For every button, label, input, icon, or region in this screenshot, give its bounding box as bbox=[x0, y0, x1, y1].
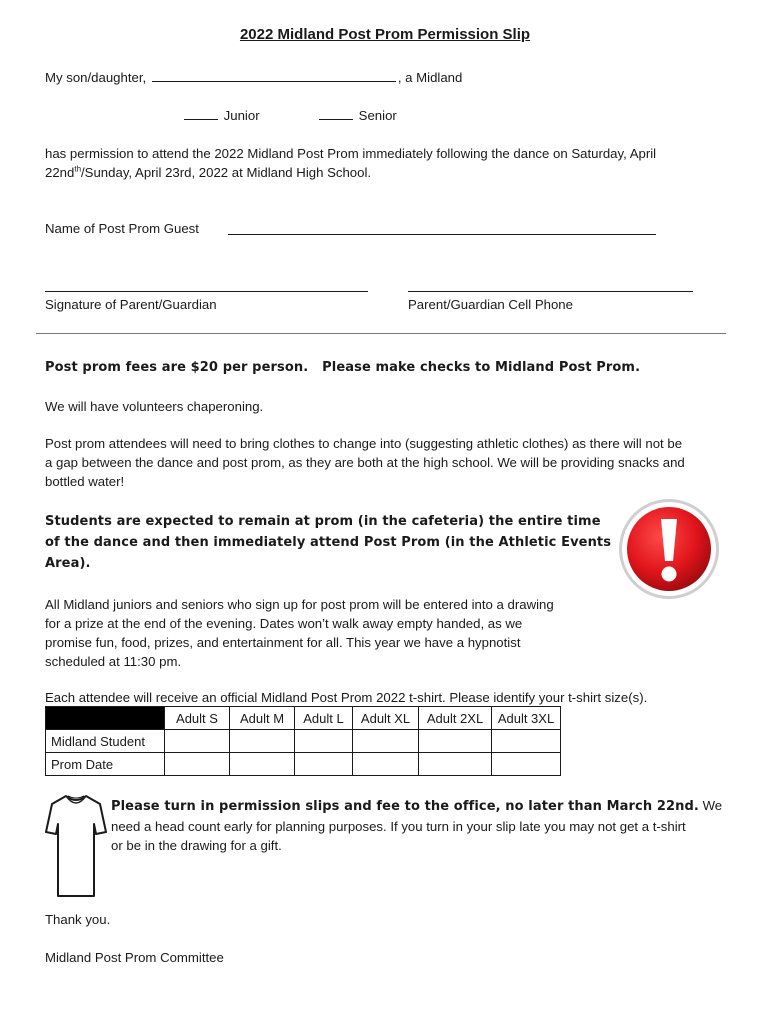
blank-header-cell bbox=[46, 707, 165, 730]
junior-check-field[interactable] bbox=[184, 107, 218, 120]
row-label: Midland Student bbox=[46, 730, 165, 753]
size-header: Adult S bbox=[165, 707, 230, 730]
cell-phone-field[interactable] bbox=[408, 291, 693, 292]
guest-label: Name of Post Prom Guest bbox=[45, 221, 199, 236]
junior-label: Junior bbox=[223, 108, 260, 123]
clothes-line: Post prom attendees will need to bring clothes to change into (suggesting athletic clothes) as there will not be bbox=[45, 436, 683, 451]
drawing-paragraph bbox=[45, 595, 554, 671]
permission-text bbox=[45, 144, 656, 182]
drawing-line: promise fun, food, prizes, and entertainment for all. This year we have a hypnotist bbox=[45, 635, 521, 650]
son-daughter-label: My son/daughter, bbox=[45, 70, 147, 85]
date-22nd: 22nd bbox=[45, 165, 75, 180]
son-daughter-line bbox=[45, 68, 462, 87]
row-label: Prom Date bbox=[46, 753, 165, 776]
size-cell[interactable] bbox=[230, 753, 295, 776]
date-rest: /Sunday, April 23rd, 2022 at Midland High School. bbox=[81, 165, 372, 180]
midland-suffix: , a Midland bbox=[397, 70, 463, 85]
clothes-paragraph bbox=[45, 434, 685, 491]
thank-you: Thank you. bbox=[45, 912, 111, 927]
permission-line-1: has permission to attend the 2022 Midland Post Prom immediately following the dance on Saturday, April bbox=[45, 146, 657, 161]
table-row bbox=[46, 753, 561, 776]
size-cell[interactable] bbox=[353, 730, 419, 753]
date-superscript: th bbox=[74, 164, 82, 174]
deadline-paragraph bbox=[111, 796, 736, 855]
permission-line-2 bbox=[45, 163, 656, 182]
tshirt-intro: Each attendee will receive an official Midland Post Prom 2022 t-shirt. Please identify your t-shirt size(s). bbox=[45, 690, 648, 705]
signature-field[interactable] bbox=[45, 291, 368, 292]
size-cell[interactable] bbox=[492, 730, 561, 753]
size-header: Adult XL bbox=[353, 707, 419, 730]
student-name-field[interactable] bbox=[152, 69, 396, 82]
fees-text: Post prom fees are $20 per person. Please make checks to Midland Post Prom. bbox=[45, 360, 641, 375]
phone-label: Parent/Guardian Cell Phone bbox=[408, 297, 573, 312]
guest-name-field[interactable] bbox=[228, 234, 656, 235]
size-cell[interactable] bbox=[419, 730, 492, 753]
deadline-line: need a head count early for planning purposes. If you turn in your slip late you may not get a t-shirt bbox=[111, 819, 686, 834]
size-header-row bbox=[46, 707, 561, 730]
deadline-line: or be in the drawing for a gift. bbox=[111, 838, 282, 853]
size-cell[interactable] bbox=[165, 730, 230, 753]
size-cell[interactable] bbox=[353, 753, 419, 776]
exclamation-alert-icon bbox=[617, 497, 721, 601]
size-cell[interactable] bbox=[492, 753, 561, 776]
size-cell[interactable] bbox=[295, 730, 353, 753]
size-cell[interactable] bbox=[419, 753, 492, 776]
signature-label: Signature of Parent/Guardian bbox=[45, 297, 217, 312]
page-title: 2022 Midland Post Prom Permission Slip bbox=[239, 26, 531, 43]
senior-check-field[interactable] bbox=[319, 107, 353, 120]
size-cell[interactable] bbox=[165, 753, 230, 776]
size-cell[interactable] bbox=[295, 753, 353, 776]
senior-option bbox=[317, 106, 397, 125]
drawing-line: scheduled at 11:30 pm. bbox=[45, 654, 182, 669]
deadline-we: We bbox=[698, 798, 723, 813]
committee-signoff: Midland Post Prom Committee bbox=[45, 950, 224, 965]
size-header: Adult M bbox=[230, 707, 295, 730]
table-row bbox=[46, 730, 561, 753]
expected-line: Area). bbox=[45, 556, 91, 571]
drawing-line: for a prize at the end of the evening. Dates won’t walk away empty handed, as we bbox=[45, 616, 523, 631]
tshirt-size-table bbox=[45, 706, 561, 776]
size-header: Adult 2XL bbox=[419, 707, 492, 730]
senior-label: Senior bbox=[358, 108, 397, 123]
volunteers-text: We will have volunteers chaperoning. bbox=[45, 399, 264, 414]
tshirt-icon bbox=[44, 790, 108, 902]
size-header: Adult L bbox=[295, 707, 353, 730]
size-header: Adult 3XL bbox=[492, 707, 561, 730]
clothes-line: bottled water! bbox=[45, 474, 125, 489]
clothes-line: a gap between the dance and post prom, as they are both at the high school. We will be providing snacks and bbox=[45, 455, 685, 470]
size-cell[interactable] bbox=[230, 730, 295, 753]
expected-paragraph bbox=[45, 511, 611, 574]
expected-line: of the dance and then immediately attend Post Prom (in the Athletic Events bbox=[45, 535, 612, 550]
junior-option bbox=[182, 106, 260, 125]
drawing-line: All Midland juniors and seniors who sign up for post prom will be entered into a drawing bbox=[45, 597, 554, 612]
divider bbox=[36, 333, 726, 334]
deadline-bold: Please turn in permission slips and fee to the office, no later than March 22nd. bbox=[111, 799, 699, 814]
expected-line: Students are expected to remain at prom (in the cafeteria) the entire time bbox=[45, 514, 601, 529]
